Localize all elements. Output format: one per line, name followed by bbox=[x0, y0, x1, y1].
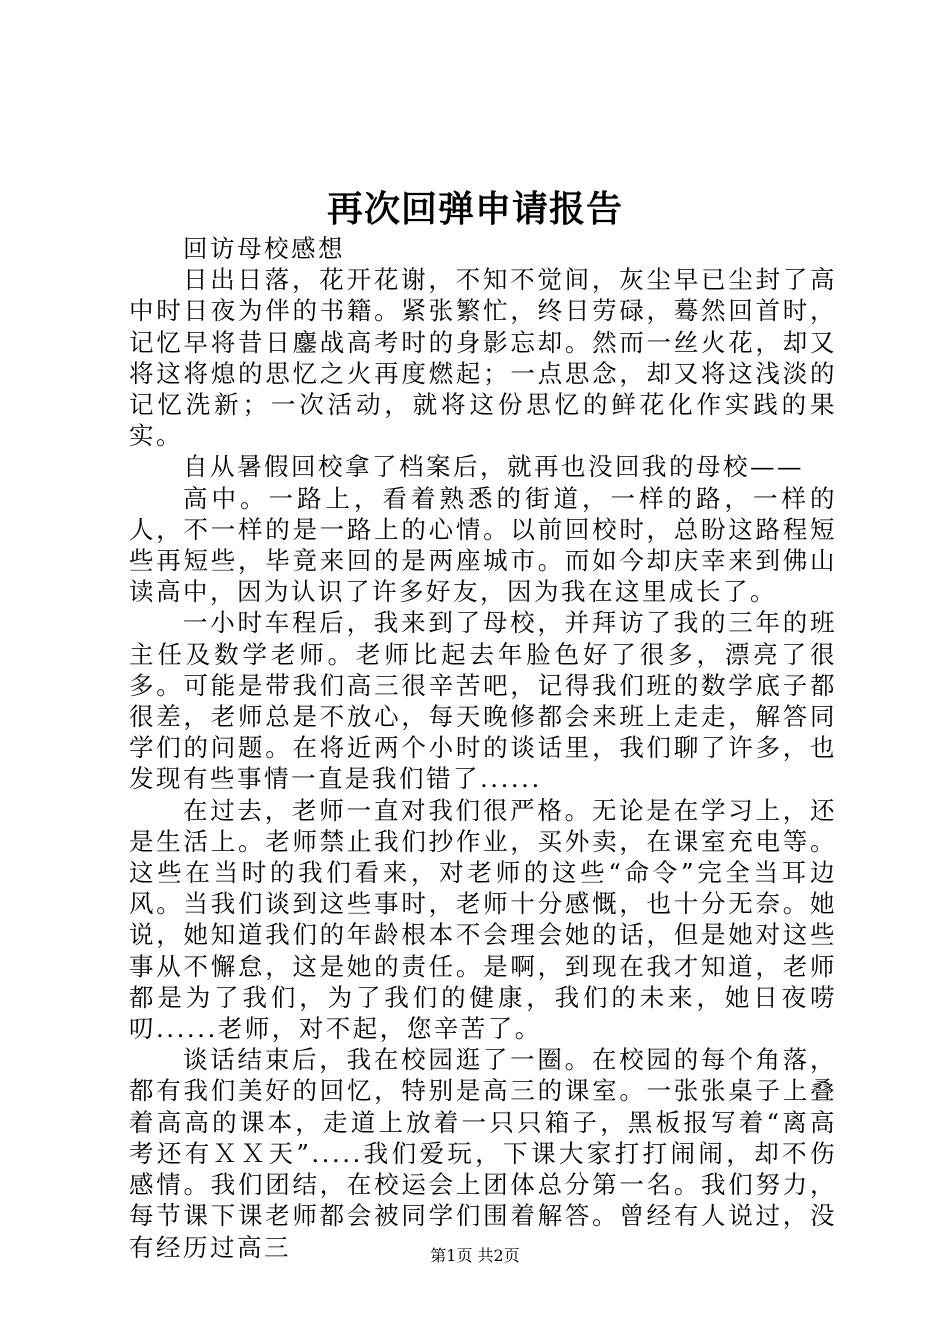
document-title: 再次回弹申请报告 bbox=[326, 188, 623, 230]
paragraph-subtitle: 回访母校感想 bbox=[183, 234, 345, 263]
paragraph: 自从暑假回校拿了档案后，就再也没回我的母校—— bbox=[183, 452, 804, 482]
paragraph: 一小时车程后，我来到了母校，并拜访了我的三年的班主任及数学老师。老师比起去年脸色好了很多，漂亮了很多。可能是带我们高三很辛苦吧，记得我们班的数学底子都很差，老师总是不放心，每天晚修都会来班上走走，解答同学们的问题。在将近两个小时的谈话里，我们聊了许多，也发现有些事情一直是我们错了...... bbox=[129, 608, 837, 794]
document-body bbox=[129, 233, 837, 1263]
page-footer: 第1页 共2页 bbox=[430, 1246, 520, 1265]
paragraph: 谈话结束后，我在校园逛了一圈。在校园的每个角落，都有我们美好的回忆，特别是高三的课室。一张张桌子上叠着高高的课本，走道上放着一只只箱子，黑板报写着“离高考还有ＸＸ天”.....我们爱玩，下课大家打打闹闹，却不伤感情。我们团结，在校运会上团体总分第一名。我们努力，每节课下课老师都会被同学们围着解答。曾经有人说过，没有经历过高三 bbox=[129, 1045, 837, 1262]
paragraph: 在过去，老师一直对我们很严格。无论是在学习上，还是生活上。老师禁止我们抄作业，买外卖，在课室充电等。这些在当时的我们看来，对老师的这些“命令”完全当耳边风。当我们谈到这些事时，老师十分感慨，也十分无奈。她说，她知道我们的年龄根本不会理会她的话，但是她对这些事从不懈怠，这是她的责任。是啊，到现在我才知道，老师都是为了我们，为了我们的健康，我们的未来，她日夜唠叨......老师，对不起，您辛苦了。 bbox=[129, 795, 837, 1044]
paragraph: 日出日落，花开花谢，不知不觉间，灰尘早已尘封了高中时日夜为伴的书籍。紧张繁忙，终日劳碌，蓦然回首时，记忆早将昔日鏖战高考时的身影忘却。然而一丝火花，却又将这将熄的思忆之火再度燃起；一点思念，却又将这浅淡的记忆洗新；一次活动，就将这份思忆的鲜花化作实践的果实。 bbox=[129, 265, 837, 451]
paragraph: 高中。一路上，看着熟悉的街道，一样的路，一样的人，不一样的是一路上的心情。以前回校时，总盼这路程短些再短些，毕竟来回的是两座城市。而如今却庆幸来到佛山读高中，因为认识了许多好友，因为我在这里成长了。 bbox=[129, 483, 837, 607]
